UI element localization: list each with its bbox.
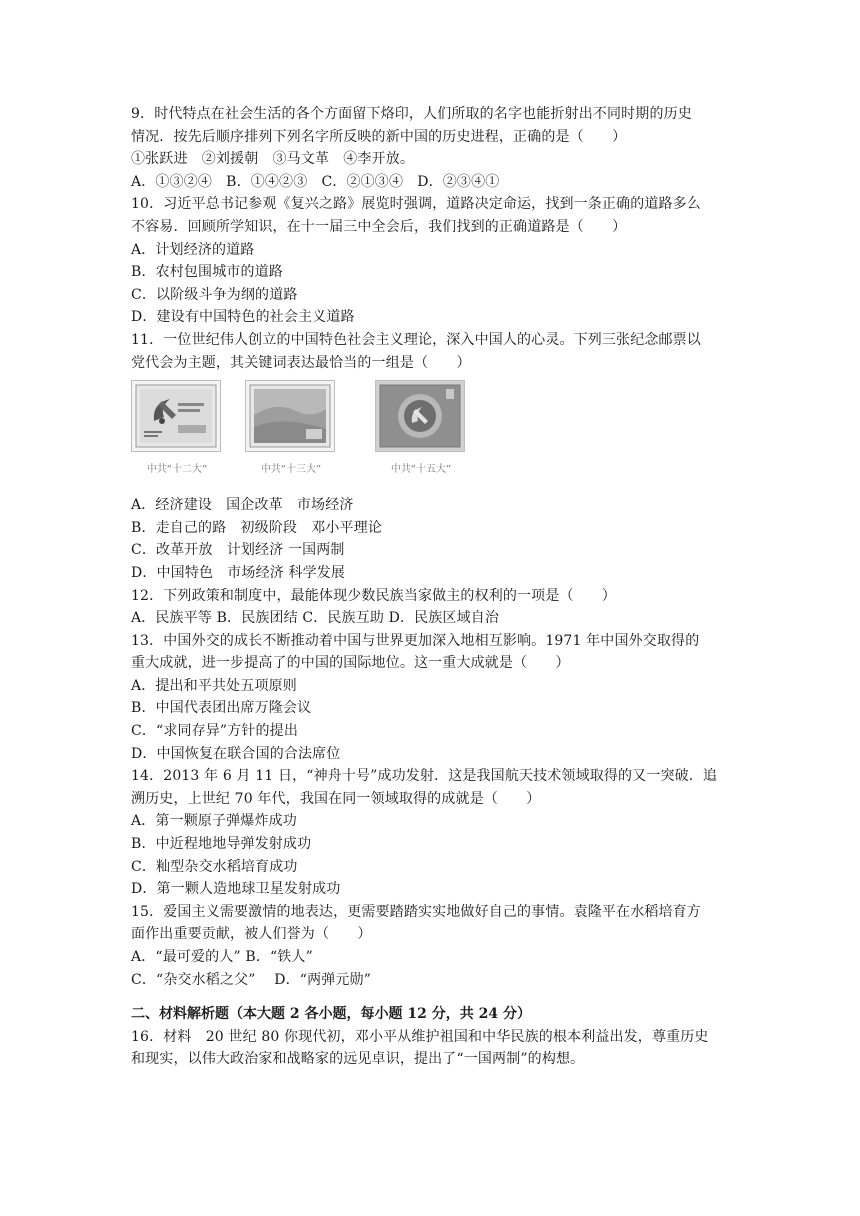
question-9-items: ①张跃进 ②刘援朝 ③马文革 ④李开放。: [131, 151, 414, 168]
question-12: [131, 585, 737, 630]
question-16: [131, 1026, 737, 1071]
question-11-option-a: A．经济建设 国企改革 市场经济: [131, 497, 354, 514]
stamp-13th-congress: [245, 380, 335, 476]
question-15-stem-cont: 面作出重要贡献，被人们誉为（ ）: [131, 926, 372, 943]
question-14-option-d: D．第一颗人造地球卫星发射成功: [131, 881, 341, 898]
question-13-stem-cont: 重大成就，进一步提高了的中国的国际地位。这一重大成就是（ ）: [131, 655, 570, 672]
question-10-option-d: D．建设有中国特色的社会主义道路: [131, 309, 355, 326]
question-13-option-a: A．提出和平共处五项原则: [131, 677, 297, 694]
stamp-15th-caption: 中共“十五大”: [390, 464, 452, 476]
question-14-stem: 14．2013 年 6 月 11 日，“神舟十号”成功发射．这是我国航天技术领域取得的又一突破．追: [131, 768, 718, 785]
question-13: [131, 630, 737, 766]
question-12-stem: 12．下列政策和制度中，最能体现少数民族当家做主的权利的一项是（ ）: [131, 587, 617, 604]
stamp-12th-congress: [131, 380, 221, 476]
question-13-option-d: D．中国恢复在联合国的合法席位: [131, 745, 341, 762]
question-16-material: 16．材料 20 世纪 80 你现代初，邓小平从维护祖国和中华民族的根本利益出发，尊重历史: [131, 1028, 709, 1045]
question-13-stem: 13．中国外交的成长不断推动着中国与世界更加深入地相互影响。1971 年中国外交取得的: [131, 632, 700, 649]
stamp-13th-congress-image: [245, 380, 335, 452]
question-15: [131, 901, 737, 991]
question-13-option-c: C．“求同存异”方针的提出: [131, 723, 298, 740]
question-9-stem-cont: 情况．按先后顺序排列下列名字所反映的新中国的历史进程，正确的是（ ）: [131, 128, 627, 145]
question-14-option-a: A．第一颗原子弹爆炸成功: [131, 813, 297, 830]
question-10-stem: 10．习近平总书记参观《复兴之路》展览时强调，道路决定命运，找到一条正确的道路多么: [131, 196, 701, 213]
question-14: [131, 765, 737, 901]
question-11-option-d: D．中国特色 市场经济 科学发展: [131, 564, 346, 581]
question-11-stem-cont: 党代会为主题，其关键词表达最恰当的一组是（ ）: [131, 354, 471, 371]
question-14-option-b: B．中近程地地导弹发射成功: [131, 836, 312, 853]
question-9-options: A．①③②④ B．①④②③ C．②①③④ D．②③④①: [131, 173, 500, 190]
question-10-option-a: A．计划经济的道路: [131, 241, 255, 258]
question-16-material-cont: 和现实，以伟大政治家和战略家的远见卓识，提出了“一国两制”的构想。: [131, 1051, 585, 1068]
question-11: [131, 329, 737, 585]
stamp-12th-congress-image: [131, 380, 221, 452]
question-10-option-c: C．以阶级斗争为纲的道路: [131, 286, 298, 303]
question-10-option-b: B．农村包围城市的道路: [131, 264, 283, 281]
question-15-options-cd: C．“杂交水稻之父” D．“两弹元勋”: [131, 971, 372, 988]
stamp-15th-congress: [375, 380, 465, 476]
question-15-stem: 15．爱国主义需要激情的地表达，更需要踏踏实实地做好自己的事情。袁隆平在水稻培育方: [131, 903, 701, 920]
stamp-images: [131, 376, 737, 494]
question-10-stem-cont: 不容易．回顾所学知识，在十一届三中全会后，我们找到的正确道路是（ ）: [131, 218, 627, 235]
question-13-option-b: B．中国代表团出席万隆会议: [131, 700, 312, 717]
question-9-stem: 9．时代特点在社会生活的各个方面留下烙印，人们所取的名字也能折射出不同时期的历史: [131, 106, 692, 122]
question-14-stem-cont: 溯历史，上世纪 70 年代，我国在同一领域取得的成就是（ ）: [131, 790, 541, 807]
stamp-13th-caption: 中共“十三大”: [260, 464, 322, 476]
question-9: [131, 103, 737, 193]
question-10: [131, 193, 737, 329]
question-14-option-c: C．籼型杂交水稻培育成功: [131, 858, 298, 875]
question-11-option-b: B．走自己的路 初级阶段 邓小平理论: [131, 519, 382, 536]
question-11-stem: 11．一位世纪伟人创立的中国特色社会主义理论，深入中国人的心灵。下列三张纪念邮票以: [131, 331, 701, 348]
question-list: [131, 103, 737, 1071]
question-15-options-ab: A．“最可爱的人” B．“铁人”: [131, 949, 313, 965]
stamp-12th-caption: 中共“十二大”: [146, 464, 208, 476]
question-12-options: A．民族平等 B．民族团结 C．民族互助 D．民族区域自治: [131, 610, 500, 627]
section-2-heading: 二、材料解析题（本大题 2 各小题，每小题 12 分，共 24 分）: [131, 1006, 531, 1023]
stamp-15th-congress-image: [375, 380, 465, 452]
question-11-option-c: C．改革开放 计划经济 一国两制: [131, 542, 345, 559]
